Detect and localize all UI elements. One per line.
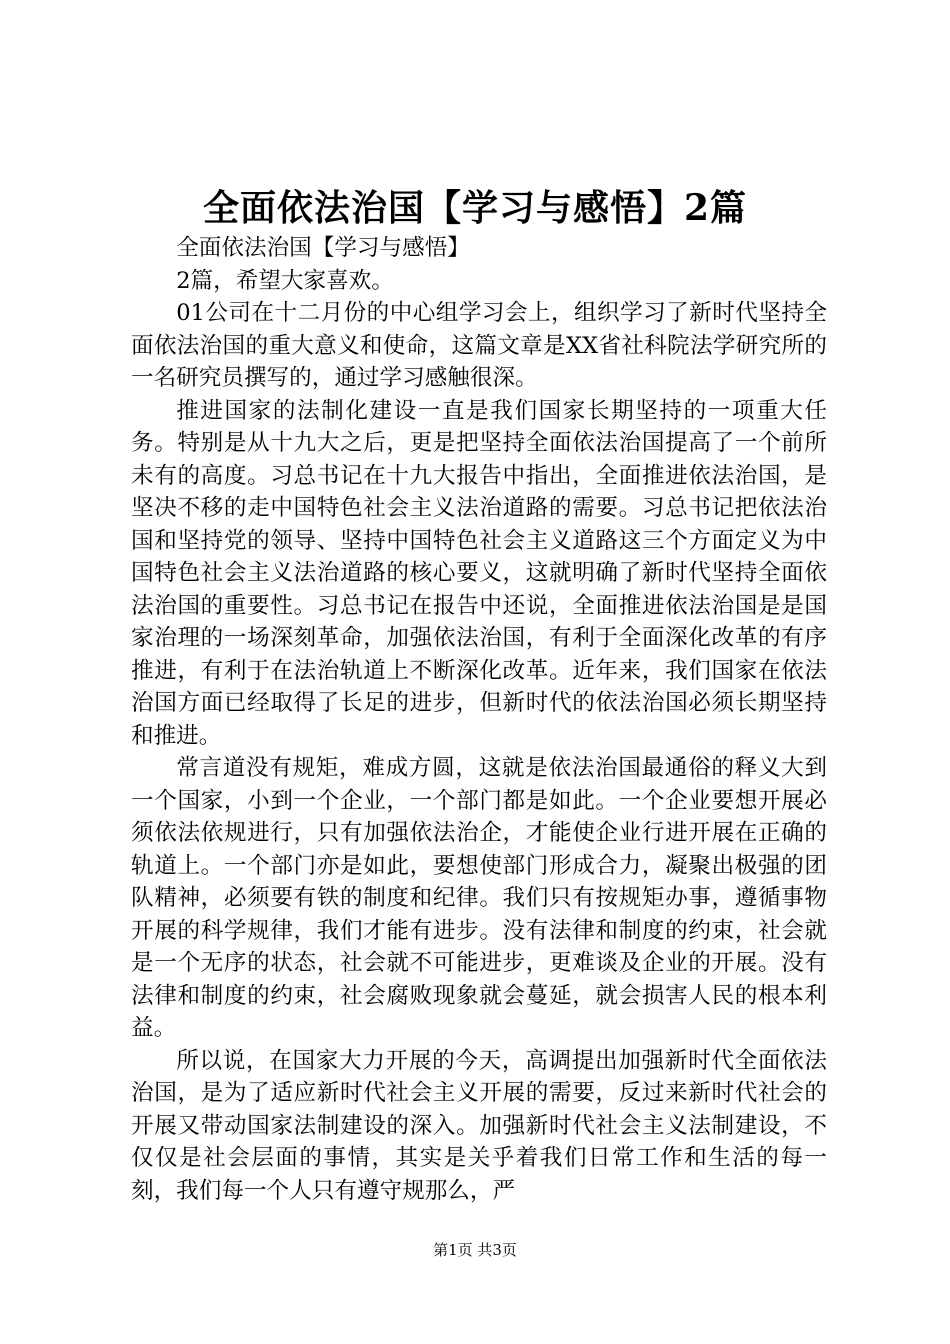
page-footer: 第1页 共3页: [433, 1241, 517, 1259]
paragraph-3: 01公司在十二月份的中心组学习会上，组织学习了新时代坚持全面依法治国的重大意义和使命，这篇文章是XX省社科院法学研究所的一名研究员撰写的，通过学习感触很深。: [131, 300, 827, 391]
paragraph-4: 推进国家的法制化建设一直是我们国家长期坚持的一项重大任务。特别是从十九大之后，更是把坚持全面依法治国提高了一个前所未有的高度。习总书记在十九大报告中指出，全面推进依法治国，是坚决不移的走中国特色社会主义法治道路的需要。习总书记把依法治国和坚持党的领导、坚持中国特色社会主义道路这三个方面定义为中国特色社会主义法治道路的核心要义，这就明确了新时代坚持全面依法治国的重要性。习总书记在报告中还说，全面推进依法治国是是国家治理的一场深刻革命，加强依法治国，有利于全面深化改革的有序推进，有利于在法治轨道上不断深化改革。近年来，我们国家在依法治国方面已经取得了长足的进步，但新时代的依法治国必须长期坚持和推进。: [131, 397, 827, 749]
paragraph-2: 2篇，希望大家喜欢。: [176, 267, 394, 294]
paragraph-5: 常言道没有规矩，难成方圆，这就是依法治国最通俗的释义大到一个国家，小到一个企业，一个部门都是如此。一个企业要想开展必须依法依规进行，只有加强依法治企，才能使企业行进开展在正确的轨道上。一个部门亦是如此，要想使部门形成合力，凝聚出极强的团队精神，必须要有铁的制度和纪律。我们只有按规矩办事，遵循事物开展的科学规律，我们才能有进步。没有法律和制度的约束，社会就是一个无序的状态，社会就不可能进步，更难谈及企业的开展。没有法律和制度的约束，社会腐败现象就会蔓延，就会损害人民的根本利益。: [131, 755, 827, 1041]
document-body: [131, 232, 827, 1207]
document-title: 全面依法治国【学习与感悟】2篇: [202, 187, 748, 229]
paragraph-1: 全面依法治国【学习与感悟】: [176, 235, 470, 261]
paragraph-6: 所以说，在国家大力开展的今天，高调提出加强新时代全面依法治国，是为了适应新时代社会主义开展的需要，反过来新时代社会的开展又带动国家法制建设的深入。加强新时代社会主义法制建设，不仅仅是社会层面的事情，其实是关乎着我们日常工作和生活的每一刻，我们每一个人只有遵守规那么，严: [131, 1047, 827, 1204]
